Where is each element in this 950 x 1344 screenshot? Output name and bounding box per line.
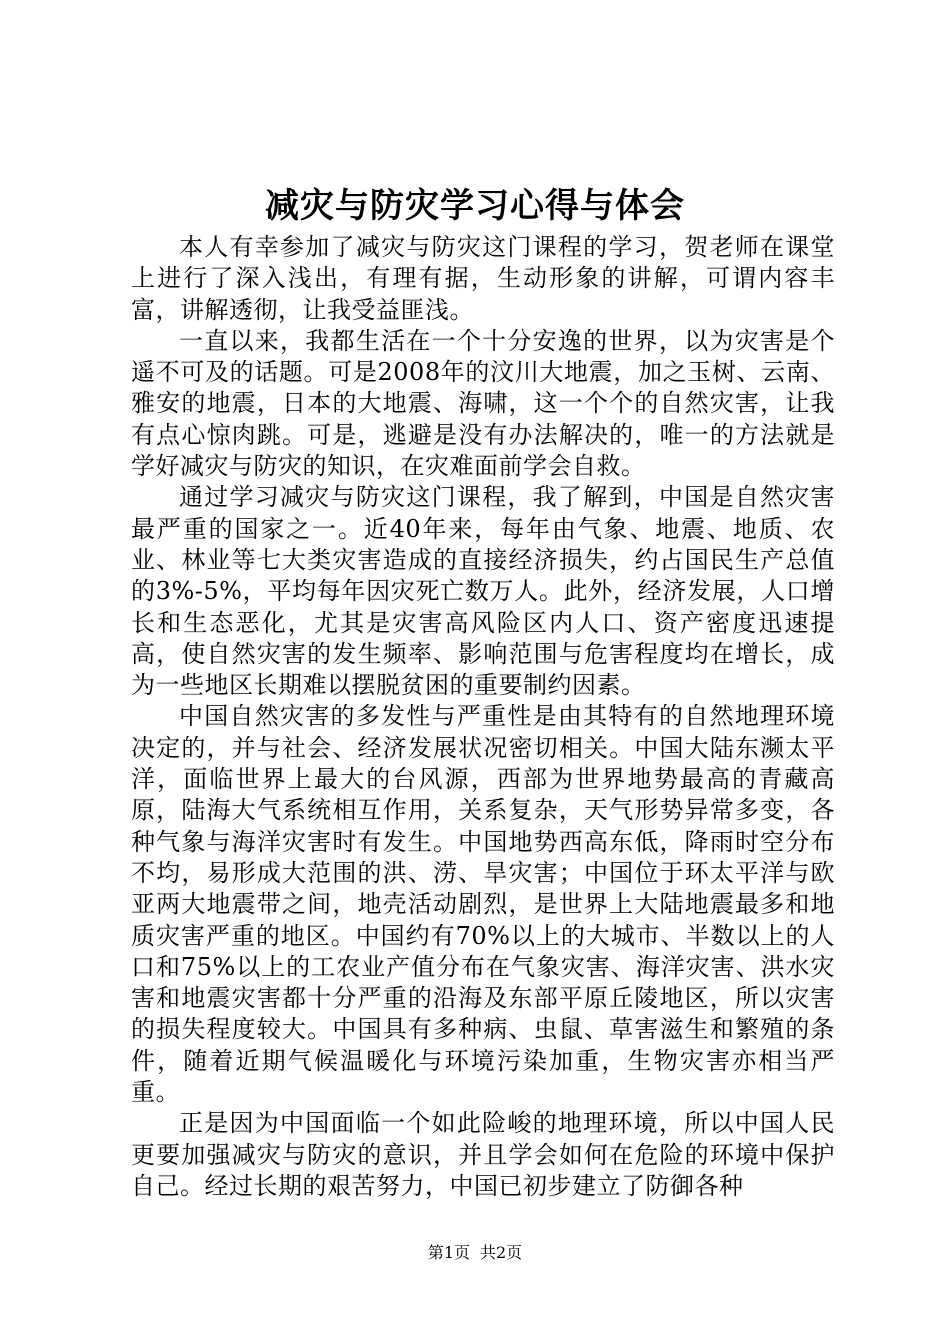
document-body (131, 232, 835, 1202)
page-footer (0, 1243, 950, 1263)
page-total: 共2页 (480, 1243, 523, 1262)
paragraph-2: 一直以来，我都生活在一个十分安逸的世界，以为灾害是个遥不可及的话题。可是2008年的汶川大地震，加之玉树、云南、雅安的地震，日本的大地震、海啸，这一个个的自然灾害，让我有点心惊肉跳。可是，逃避是没有办法解决的，唯一的方法就是学好减灾与防灾的知识，在灾难面前学会自救。 (131, 326, 835, 481)
paragraph-1: 本人有幸参加了减灾与防灾这门课程的学习，贺老师在课堂上进行了深入浅出，有理有据，生动形象的讲解，可谓内容丰富，讲解透彻，让我受益匪浅。 (131, 233, 835, 324)
page-number: 第1页 (427, 1243, 470, 1262)
paragraph-4: 中国自然灾害的多发性与严重性是由其特有的自然地理环境决定的，并与社会、经济发展状况密切相关。中国大陆东濒太平洋，面临世界上最大的台风源，西部为世界地势最高的青藏高原，陆海大气系统相互作用，关系复杂，天气形势异常多变，各种气象与海洋灾害时有发生。中国地势西高东低，降雨时空分布不均，易形成大范围的洪、涝、旱灾害；中国位于环太平洋与欧亚两大地震带之间，地壳活动剧烈，是世界上大陆地震最多和地质灾害严重的地区。中国约有70%以上的大城市、半数以上的人口和75%以上的工农业产值分布在气象灾害、海洋灾害、洪水灾害和地震灾害都十分严重的沿海及东部平原丘陵地区，所以灾害的损失程度较大。中国具有多种病、虫鼠、草害滋生和繁殖的条件，随着近期气候温暖化与环境污染加重，生物灾害亦相当严重。 (131, 702, 835, 1107)
page-title: 减灾与防灾学习心得与体会 (265, 186, 685, 226)
paragraph-5: 正是因为中国面临一个如此险峻的地理环境，所以中国人民更要加强减灾与防灾的意识，并且学会如何在危险的环境中保护自己。经过长期的艰苦努力，中国已初步建立了防御各种 (131, 1109, 835, 1200)
paragraph-3: 通过学习减灾与防灾这门课程，我了解到，中国是自然灾害最严重的国家之一。近40年来，每年由气象、地震、地质、农业、林业等七大类灾害造成的直接经济损失，约占国民生产总值的3%-5%，平均每年因灾死亡数万人。此外，经济发展，人口增长和生态恶化，尤其是灾害高风险区内人口、资产密度迅速提高，使自然灾害的发生频率、影响范围与危害程度均在增长，成为一些地区长期难以摆脱贫困的重要制约因素。 (131, 483, 835, 700)
